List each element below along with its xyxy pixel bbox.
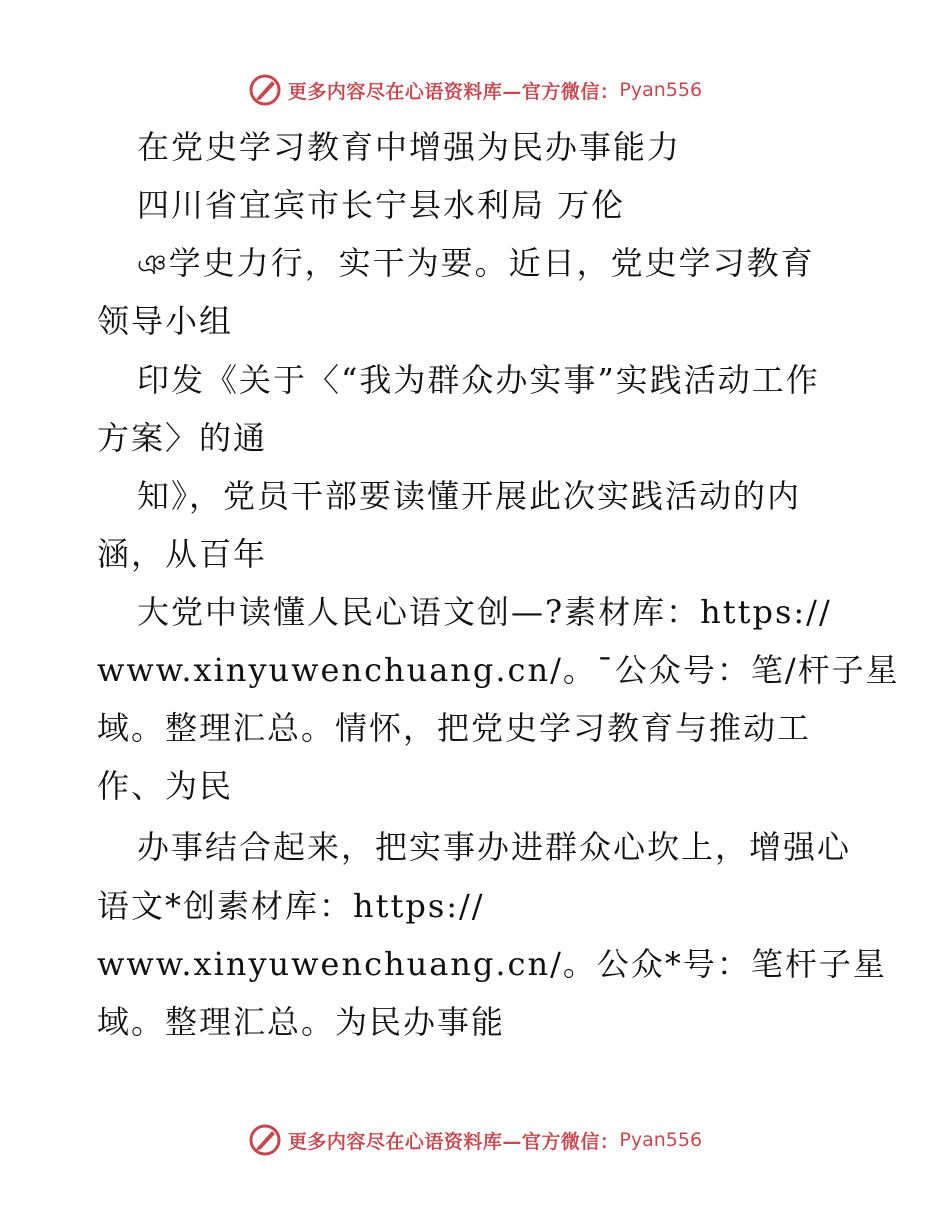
doc-line-9: 大党中读懂人民心语文创—?素材库：https://	[137, 593, 832, 631]
header-banner-wechat-id: Pyan556	[619, 79, 703, 101]
doc-line-6: 方案〉的通	[97, 419, 268, 457]
doc-line-11: 域。整理汇总。情怀，把党史学习教育与推动工	[97, 709, 812, 747]
doc-line-16: 域。整理汇总。为民办事能	[97, 1003, 506, 1041]
doc-line-12: 作、为民	[97, 767, 234, 805]
footer-banner	[0, 1120, 950, 1160]
doc-author-line: 四川省宜宾市长宁县水利局 万伦	[137, 186, 626, 224]
doc-line-14: 语文*创素材库：https://	[97, 887, 485, 925]
footer-banner-wechat-id: Pyan556	[619, 1129, 703, 1151]
doc-line-3	[137, 243, 815, 283]
doc-line-4: 领导小组	[97, 302, 234, 340]
doc-title: 在党史学习教育中增强为民办事能力	[137, 128, 682, 166]
doc-line-13: 办事结合起来，把实事办进群众心坎上，增强心	[137, 828, 852, 866]
doc-line-7: 知》，党员干部要读懂开展此次实践活动的内	[137, 477, 802, 515]
header-banner	[0, 70, 950, 110]
doc-line-5: 印发《关于〈“我为群众办实事”实践活动工作	[137, 361, 820, 399]
quill-pen-logo-icon	[248, 1123, 282, 1157]
doc-line-3-text: 学史力行，实干为要。近日，党史学习教育	[168, 244, 815, 282]
leading-ornament-icon: ঞ	[137, 248, 169, 281]
quill-pen-logo-icon	[248, 73, 282, 107]
doc-line-10: www.xinyuwenchuang.cn/。¯公众号：笔/杆子星	[97, 651, 900, 689]
footer-banner-text: 更多内容尽在心语资料库—官方微信：	[287, 1130, 620, 1153]
doc-line-15: www.xinyuwenchuang.cn/。公众*号：笔杆子星	[97, 945, 887, 983]
header-banner-text: 更多内容尽在心语资料库—官方微信：	[287, 80, 620, 103]
doc-line-8: 涵，从百年	[97, 535, 268, 573]
